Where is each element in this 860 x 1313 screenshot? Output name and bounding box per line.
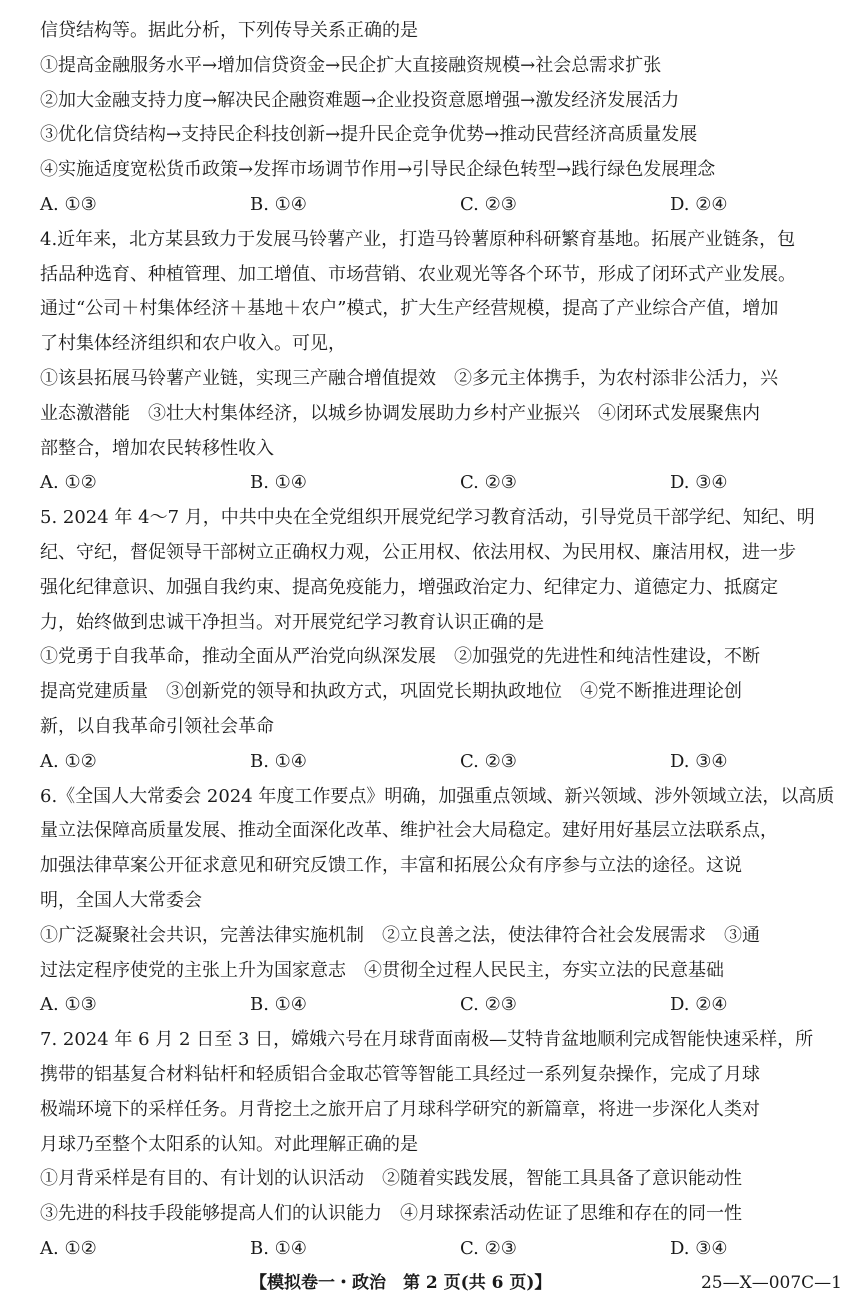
options-line: ①月背采样是有目的、有计划的认识活动 ②随着实践发展，智能工具具备了意识能动性 [40,1168,742,1190]
question-stem-line: 强化纪律意识、加强自我约束、提高免疫能力，增强政治定力、纪律定力、道德定力、抵腐定 [40,576,778,598]
choice-c: C. ②③ [460,472,517,494]
answer-choices [40,988,840,1023]
options-line: 提高党建质量 ③创新党的领导和执政方式，巩固党长期执政地位 ④党不断推进理论创 [40,681,742,703]
choice-b: B. ①④ [250,193,307,215]
choice-d: D. ③④ [670,472,728,494]
options-line: 部整合，增加农民转移性收入 [40,437,274,459]
question-stem-line: 7. 2024 年 6 月 2 日至 3 日，嫦娥六号在月球背面南极—艾特肯盆地顺利完成智能快速采样，所 [40,1029,814,1051]
question-stem-line: 6.《全国人大常委会 2024 年度工作要点》明确，加强重点领域、新兴领域、涉外领域立法，以高质 [40,785,835,807]
options-line: ①广泛凝聚社会共识，完善法律实施机制 ②立良善之法，使法律符合社会发展需求 ③通 [40,924,760,946]
options-line: ③先进的科技手段能够提高人们的认识能力 ④月球探索活动佐证了思维和存在的同一性 [40,1203,742,1225]
question-stem-line: 5. 2024 年 4～7 月，中共中央在全党组织开展党纪学习教育活动，引导党员干部学纪、知纪、明 [40,507,815,529]
question-stem-line: 明，全国人大常委会 [40,889,202,911]
page-content [40,14,840,1267]
question-stem-line: 纪、守纪，督促领导干部树立正确权力观，公正用权、依法用权、为民用权、廉洁用权，进一步 [40,541,796,563]
choice-d: D. ②④ [670,193,728,215]
question-stem-line: 力，始终做到忠诚干净担当。对开展党纪学习教育认识正确的是 [40,611,544,633]
question-stem-line: 月球乃至整个太阳系的认知。对此理解正确的是 [40,1133,418,1155]
choice-c: C. ②③ [460,994,517,1016]
question-stem-line: 量立法保障高质量发展、推动全面深化改革、维护社会大局稳定。建好用好基层立法联系点， [40,820,778,842]
question-6 [40,780,840,1024]
footer-exam-code: 25—X—007C—1 [700,1273,842,1293]
question-3 [40,14,840,223]
question-stem-line: 携带的铝基复合材料钻杆和轻质铝合金取芯管等智能工具经过一系列复杂操作，完成了月球 [40,1063,760,1085]
choice-c: C. ②③ [460,750,517,772]
choice-a: A. ①③ [40,193,97,215]
options-line: 新，以自我革命引领社会革命 [40,715,274,737]
choice-c: C. ②③ [460,1237,517,1259]
statement-1: ①提高金融服务水平→增加信贷资金→民企扩大直接融资规模→社会总需求扩张 [40,54,662,76]
question-stem-line: 极端环境下的采样任务。月背挖土之旅开启了月球科学研究的新篇章，将进一步深化人类对 [40,1098,760,1120]
question-stem-line: 4.近年来，北方某县致力于发展马铃薯产业，打造马铃薯原种科研繁育基地。拓展产业链条，包 [40,228,796,250]
options-line: 业态激潜能 ③壮大村集体经济，以城乡协调发展助力乡村产业振兴 ④闭环式发展聚焦内 [40,402,760,424]
choice-a: A. ①② [40,1237,97,1259]
question-stem-line: 加强法律草案公开征求意见和研究反馈工作，丰富和拓展公众有序参与立法的途径。这说 [40,855,742,877]
answer-choices [40,466,840,501]
statement-4: ④实施适度宽松货币政策→发挥市场调节作用→引导民企绿色转型→践行绿色发展理念 [40,159,716,181]
question-stem-line: 了村集体经济组织和农户收入。可见， [40,333,346,355]
question-stem: 信贷结构等。据此分析，下列传导关系正确的是 [40,20,418,41]
options-line: 过法定程序使党的主张上升为国家意志 ④贯彻全过程人民民主，夯实立法的民意基础 [40,959,724,981]
choice-d: D. ②④ [670,994,728,1016]
options-line: ①该县拓展马铃薯产业链，实现三产融合增值提效 ②多元主体携手，为农村添非公活力，兴 [40,367,778,389]
options-line: ①党勇于自我革命，推动全面从严治党向纵深发展 ②加强党的先进性和纯洁性建设，不断 [40,646,760,668]
choice-d: D. ③④ [670,750,728,772]
choice-b: B. ①④ [250,1237,307,1259]
choice-b: B. ①④ [250,994,307,1016]
statement-3: ③优化信贷结构→支持民企科技创新→提升民企竞争优势→推动民营经济高质量发展 [40,124,698,146]
question-stem-line: 括品种选育、种植管理、加工增值、市场营销、农业观光等各个环节，形成了闭环式产业发展。 [40,263,796,285]
question-4 [40,223,840,501]
question-stem-line: 通过“公司＋村集体经济＋基地＋农户”模式，扩大生产经营规模，提高了产业综合产值，增加 [40,298,779,320]
answer-choices [40,188,840,223]
question-7 [40,1023,840,1267]
choice-a: A. ①③ [40,994,97,1016]
question-5 [40,501,840,779]
choice-a: A. ①② [40,472,97,494]
footer-page-info: 【模拟卷一・政治 第 2 页(共 6 页)】 [250,1273,552,1293]
choice-a: A. ①② [40,750,97,772]
page-footer [0,1268,860,1298]
choice-d: D. ③④ [670,1237,728,1259]
choice-c: C. ②③ [460,193,517,215]
statement-2: ②加大金融支持力度→解决民企融资难题→企业投资意愿增强→激发经济发展活力 [40,89,680,111]
choice-b: B. ①④ [250,750,307,772]
choice-b: B. ①④ [250,472,307,494]
answer-choices [40,745,840,780]
answer-choices [40,1232,840,1267]
